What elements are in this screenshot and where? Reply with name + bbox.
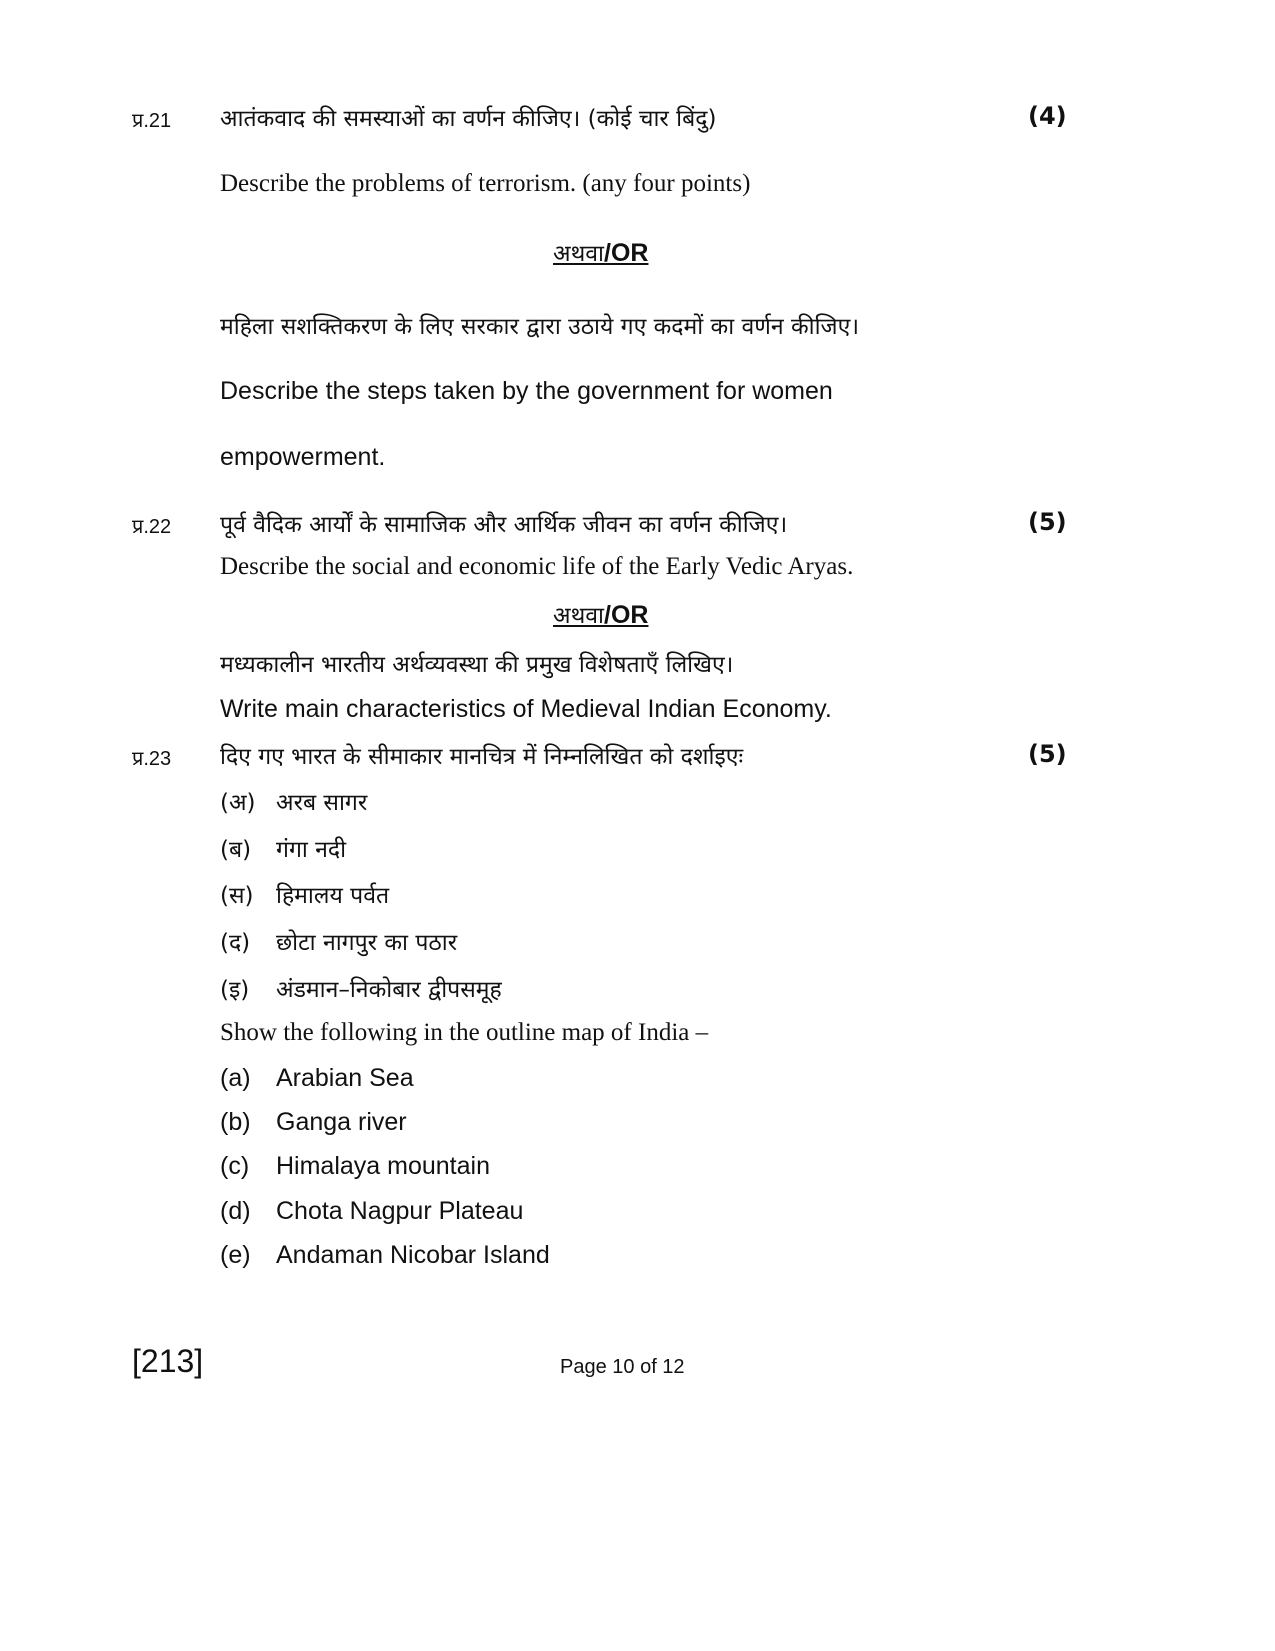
- list-item: (b) Ganga river: [220, 1108, 407, 1136]
- paper-code: [213]: [132, 1343, 204, 1379]
- page-number: Page 10 of 12: [560, 1356, 685, 1378]
- q21-alt-english-line1: Describe the steps taken by the government for women: [220, 377, 833, 405]
- or-hindi: अथवा: [553, 603, 605, 629]
- list-item: (a) Arabian Sea: [220, 1064, 414, 1092]
- q22-number: प्र.22: [132, 516, 172, 538]
- q23-english-text: Show the following in the outline map of India –: [220, 1019, 709, 1046]
- list-item: (द) छोटा नागपुर का पठार: [220, 930, 458, 956]
- q23-hindi-text: दिए गए भारत के सीमाकार मानचित्र में निम्नलिखित को दर्शाइएः: [220, 744, 744, 770]
- q21-or-separator: अथवा/OR: [553, 239, 649, 267]
- list-item: (c) Himalaya mountain: [220, 1152, 490, 1180]
- q21-hindi-text: आतंकवाद की समस्याओं का वर्णन कीजिए। (कोई चार बिंदु): [220, 106, 717, 132]
- q22-alt-english-text: Write main characteristics of Medieval Indian Economy.: [220, 695, 832, 723]
- list-item: (ब) गंगा नदी: [220, 837, 347, 863]
- or-english: OR: [610, 601, 649, 629]
- q22-hindi-text: पूर्व वैदिक आर्यों के सामाजिक और आर्थिक जीवन का वर्णन कीजिए।: [220, 512, 788, 538]
- list-item: (अ) अरब सागर: [220, 790, 368, 816]
- list-item: (स) हिमालय पर्वत: [220, 883, 390, 909]
- q21-english-text: Describe the problems of terrorism. (any four points): [220, 170, 751, 197]
- or-english: OR: [610, 239, 649, 267]
- q21-number: प्र.21: [132, 110, 172, 132]
- list-item: (d) Chota Nagpur Plateau: [220, 1197, 524, 1225]
- q21-alt-english-line2: empowerment.: [220, 443, 386, 471]
- q21-alt-hindi-text: महिला सशक्तिकरण के लिए सरकार द्वारा उठाये गए कदमों का वर्णन कीजिए।: [220, 314, 860, 340]
- q23-marks: (5): [1028, 740, 1067, 768]
- q22-or-separator: अथवा/OR: [553, 601, 649, 629]
- list-item: (इ) अंडमान–निकोबार द्वीपसमूह: [220, 977, 502, 1003]
- q23-number: प्र.23: [132, 748, 172, 770]
- or-hindi: अथवा: [553, 241, 605, 267]
- q22-marks: (5): [1028, 508, 1067, 536]
- q22-alt-hindi-text: मध्यकालीन भारतीय अर्थव्यवस्था की प्रमुख विशेषताएँ लिखिए।: [220, 652, 734, 678]
- list-item: (e) Andaman Nicobar Island: [220, 1241, 550, 1269]
- q22-english-text: Describe the social and economic life of the Early Vedic Aryas.: [220, 553, 854, 580]
- q21-marks: (4): [1028, 102, 1067, 130]
